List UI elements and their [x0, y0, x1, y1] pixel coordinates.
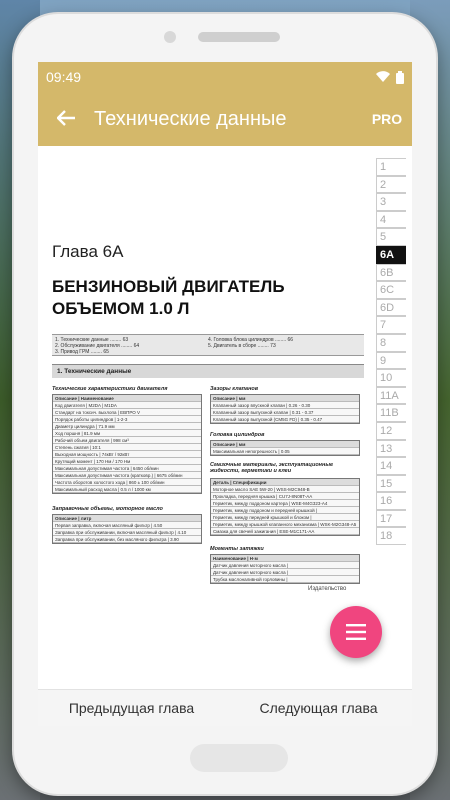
table-row: Герметик, между крышкой клапанного механизма | WSK-M2G348-A5 [211, 521, 359, 528]
table-row: Максимальная допустимая частота | 6450 об/мин [53, 465, 201, 472]
chapter-index-item[interactable]: 4 [376, 211, 406, 229]
table-row: Моторное масло SAE 5W-20 | WSS-M2C948-B [211, 486, 359, 493]
table-row: Наименование | Н·м [211, 555, 359, 562]
camera-icon [164, 31, 176, 43]
table-row: Герметик, между передней крышкой и блоком | [211, 514, 359, 521]
fluids-table [210, 478, 360, 536]
table-row: Крутящий момент | 170 Нм / 170 Нм [53, 458, 201, 465]
toc-item[interactable]: 2. Обслуживание двигателя ........ 64 [55, 343, 140, 349]
chapter-index-item[interactable]: 6C [376, 281, 406, 299]
table-row: Порядок работы цилиндров | 1-2-3 [53, 416, 201, 423]
wifi-icon [376, 71, 390, 83]
table-row: Деталь | Спецификации [211, 479, 359, 486]
table-row: Клапанный зазор впускной клапан | 0.26 - 0.30 [211, 402, 359, 409]
prev-chapter-button[interactable]: Предыдущая глава [68, 700, 195, 716]
document-viewer[interactable] [38, 146, 412, 689]
speaker-grille [198, 32, 280, 42]
menu-icon [346, 624, 366, 640]
engine-table [52, 394, 202, 494]
chapter-index-item[interactable]: 11B [376, 404, 406, 422]
chapter-label: Глава 6А [52, 242, 124, 261]
subheading-valves: Зазоры клапанов [210, 386, 259, 392]
table-row: Стандарт на токсич. выхлопа | EBПРО V [53, 409, 201, 416]
chapter-index-item[interactable]: 11A [376, 387, 406, 405]
toc-item[interactable]: 3. Привод ГРМ ........ 65 [55, 349, 109, 355]
pro-button[interactable]: PRO [371, 111, 403, 127]
table-row: Диаметр цилиндра | 71.9 мм [53, 423, 201, 430]
chapter-index-item[interactable]: 3 [376, 193, 406, 211]
chapter-index-item[interactable]: 5 [376, 228, 406, 246]
chapter-index-item[interactable]: 18 [376, 527, 406, 545]
chapter-index-item[interactable]: 10 [376, 369, 406, 387]
table-row: Датчик давления моторного масла | [211, 569, 359, 576]
chapter-index-item[interactable]: 6B [376, 264, 406, 282]
back-arrow-icon[interactable] [38, 105, 94, 133]
section-header: 1. Технические данные [52, 364, 364, 378]
app-bar-title: Технические данные [94, 107, 287, 130]
table-row: Клапанный зазор выпускной (CM5G FD) | 0.35 - 0.47 [211, 416, 359, 423]
table-row: Рабочий объем двигателя | 998 см³ [53, 437, 201, 444]
table-row: Выходная мощность | 74кВт / 92кВт [53, 451, 201, 458]
subheading-torque: Моменты затяжки [210, 546, 264, 552]
table-row: Код двигателя | M2DA | M1DA [53, 402, 201, 409]
app-bar [38, 92, 412, 146]
toc-item[interactable]: 1. Технические данные ........ 63 [55, 337, 129, 343]
table-row: Описание | литр [53, 515, 201, 522]
table-row: Максимальный расход масла | 0.5 л / 1000 км [53, 486, 201, 493]
table-row: Описание | мм [211, 395, 359, 402]
table-row: Максимальная допустимая частота (кратковр.) | 6675 об/мин [53, 472, 201, 479]
chapter-index-item[interactable]: 17 [376, 510, 406, 528]
chapter-index-item[interactable]: 6D [376, 299, 406, 317]
volume-table [52, 514, 202, 544]
toc-right [208, 337, 361, 353]
screen [38, 62, 412, 726]
chapter-index-item[interactable]: 15 [376, 475, 406, 493]
table-row: Смазка для свечей зажигания | ESE-M1C171-AA [211, 528, 359, 535]
chapter-index-item[interactable]: 2 [376, 176, 406, 194]
chapter-index-item[interactable]: 14 [376, 457, 406, 475]
chapter-index-item[interactable]: 6A [376, 246, 406, 264]
table-row: Герметик, между поддоном картера | WSE-M4G323-A4 [211, 500, 359, 507]
table-row: Описание | Наименование [53, 395, 201, 402]
table-row: Прокладка, передняя крышка | CU7J-8N08T-AA [211, 493, 359, 500]
table-row: Клапанный зазор выпускной клапан | 0.31 - 0.37 [211, 409, 359, 416]
chapter-index-item[interactable]: 8 [376, 334, 406, 352]
table-row: Первая заправка, включая масляный фильтр | 4.50 [53, 522, 201, 529]
table-row: Ход поршня | 81.9 мм [53, 430, 201, 437]
chapter-index [376, 158, 406, 545]
table-row: Датчик давления моторного масла | [211, 562, 359, 569]
chapter-index-item[interactable]: 9 [376, 352, 406, 370]
home-button[interactable] [190, 744, 288, 772]
table-row: Максимальная непогрешность | 0.05 [211, 448, 359, 455]
head-table [210, 440, 360, 456]
table-row: Степень сжатия | 10:1 [53, 444, 201, 451]
chapter-index-item[interactable]: 16 [376, 492, 406, 510]
subheading-engine: Технические характеристики двигателя [52, 386, 168, 392]
status-time: 09:49 [46, 69, 82, 85]
torque-table [210, 554, 360, 584]
chapter-index-item[interactable]: 12 [376, 422, 406, 440]
publisher-note: Издательство [308, 586, 347, 592]
table-row: Описание | мм [211, 441, 359, 448]
subheading-head: Головка цилиндров [210, 432, 265, 438]
subheading-fluids: Смазочные материалы, эксплуатационные жидкости, герметики и клеи [210, 462, 334, 474]
menu-fab-button[interactable] [330, 606, 382, 658]
subheading-volumes: Заправочные объемы, моторное масло [52, 506, 163, 512]
toc-left [55, 337, 208, 353]
chapter-index-item[interactable]: 1 [376, 158, 406, 176]
chapter-title: БЕНЗИНОВЫЙ ДВИГАТЕЛЬ ОБЪЕМОМ 1.0 Л [52, 277, 285, 318]
toc-item[interactable]: 4. Головка блока цилиндров ........ 66 [208, 337, 294, 343]
chapter-index-item[interactable]: 13 [376, 440, 406, 458]
table-row: Заправка при обслуживании, без масляного фильтра | 3.90 [53, 536, 201, 543]
table-row: Частота оборотов холостого хода | 860 ± 100 об/мин [53, 479, 201, 486]
toc-item[interactable]: 5. Двигатель в сборе ........ 73 [208, 343, 276, 349]
chapter-index-item[interactable]: 7 [376, 316, 406, 334]
table-row: Герметик, между поддоном и передней крышкой | [211, 507, 359, 514]
next-chapter-button[interactable]: Следующая глава [259, 700, 378, 716]
table-row: Заправка при обслуживании, включая масляный фильтр | 4.10 [53, 529, 201, 536]
toc-box [52, 334, 364, 356]
status-bar [38, 62, 412, 92]
table-row: Трубка маслоналивной горловины | [211, 576, 359, 583]
valve-table [210, 394, 360, 424]
battery-icon [396, 71, 404, 84]
chapter-nav [38, 689, 412, 726]
